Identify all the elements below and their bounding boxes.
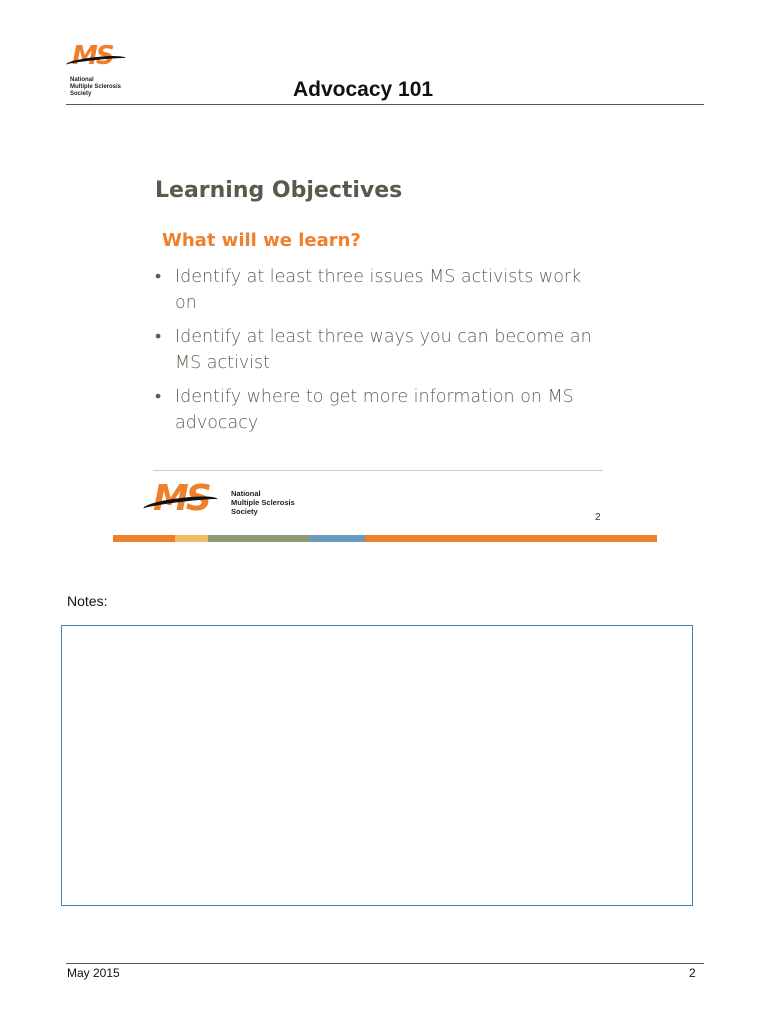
list-item: • Identify where to get more information on MS advocacy — [155, 384, 605, 436]
logo-line: Society — [70, 91, 92, 97]
footer-divider — [66, 963, 704, 964]
header-divider — [66, 104, 704, 105]
color-bar-segment — [365, 535, 657, 542]
color-bar-segment — [309, 535, 365, 542]
notes-label: Notes: — [67, 593, 108, 609]
logo-line: National — [231, 489, 261, 498]
slide-page-number: 2 — [595, 512, 601, 523]
objectives-list — [155, 264, 605, 444]
footer-date: May 2015 — [67, 966, 120, 980]
ms-letters: MS — [72, 41, 113, 71]
notes-field[interactable] — [61, 625, 693, 906]
slide-divider — [153, 470, 603, 471]
logo-line: Society — [231, 507, 258, 516]
ms-letters: MS — [153, 478, 209, 519]
ms-society-logo — [66, 41, 136, 98]
logo-line: National — [70, 77, 94, 83]
footer-page-number: 2 — [689, 966, 696, 980]
color-bar-segment — [113, 535, 175, 542]
logo-org-name — [70, 77, 136, 98]
document-title: Advocacy 101 — [293, 78, 434, 101]
slide-ms-logo — [143, 478, 303, 522]
color-bar-segment — [208, 535, 309, 542]
color-bar-segment — [175, 535, 208, 542]
slide-title: Learning Objectives — [155, 178, 403, 203]
logo-line: Multiple Sclerosis — [70, 84, 122, 90]
slide-subtitle: What will we learn? — [162, 230, 361, 251]
list-item: • Identify at least three issues MS activists work on — [155, 264, 605, 316]
ms-logo-mark — [66, 41, 136, 73]
list-item: • Identify at least three ways you can become an MS activist — [155, 324, 605, 376]
logo-line: Multiple Sclerosis — [231, 498, 295, 507]
logo-org-name — [231, 489, 295, 516]
